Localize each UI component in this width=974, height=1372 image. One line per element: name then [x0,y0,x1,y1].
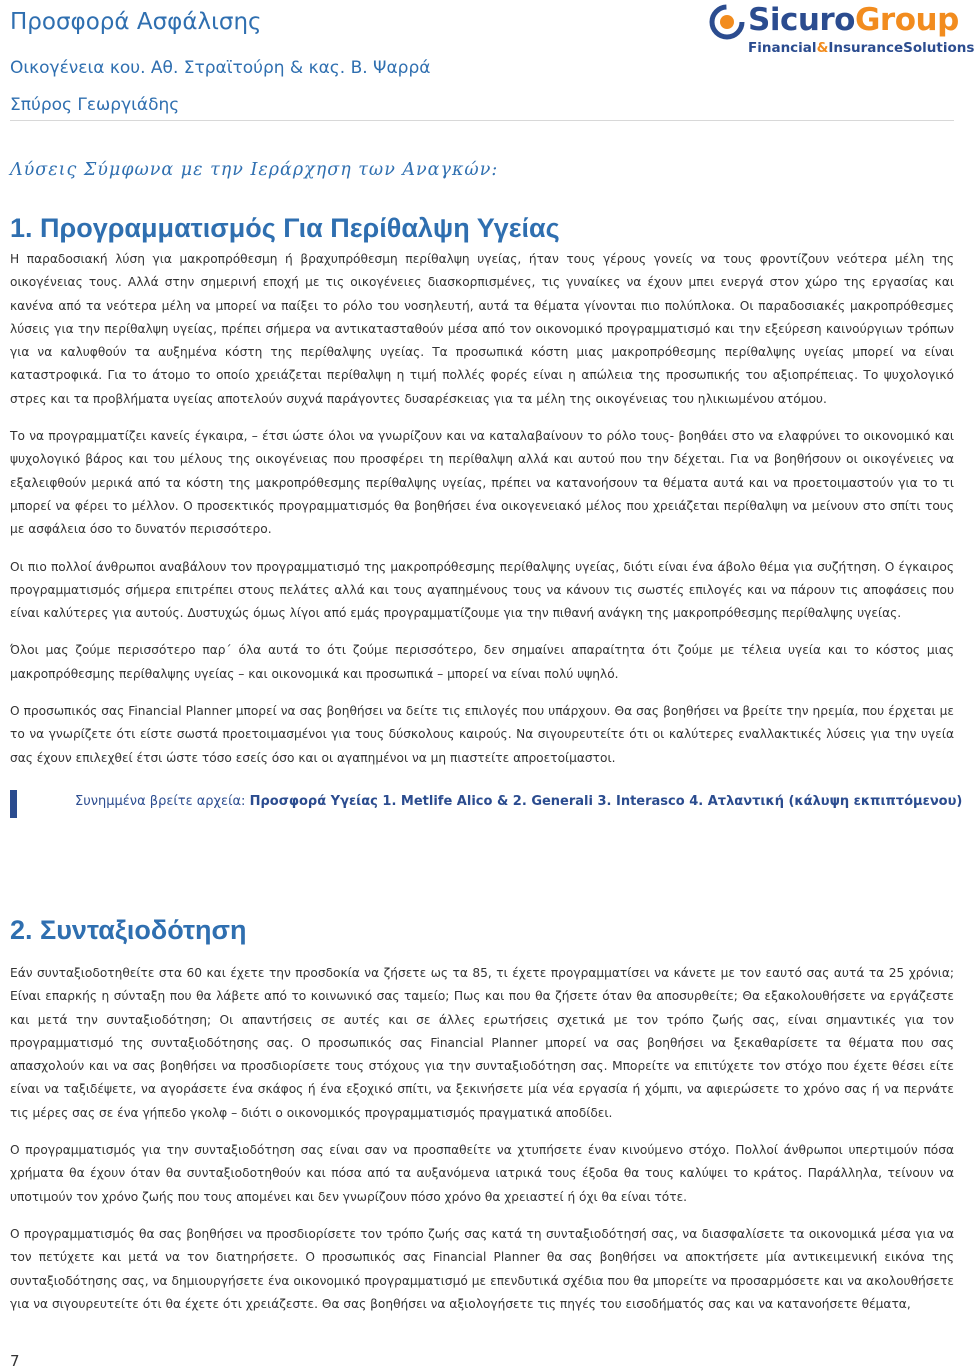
accent-bar [10,790,17,818]
paragraph: Όλοι μας ζούμε περισσότερο παρ΄ όλα αυτά το ότι ζούμε περισσότερο, δεν σημαίνει απαραίτητα ότι ζούμε με τέλεια υγεία και το κόστος μιας μακροπρόθεσμης περίθαλψης υγείας – και οικονομικά και προσωπικά – μπορεί να είναι πολύ υψηλό. [10,643,954,681]
advisor-name: Σπύρος Γεωργιάδης [10,95,180,115]
section-subtitle: Λύσεις Σύμφωνα με την Ιεράρχηση των Αναγκών: [10,160,499,180]
page [10,0,974,1311]
section-retirement [10,910,954,1316]
paragraph: Εάν συνταξιοδοτηθείτε στα 60 και έχετε την προσδοκία να ζήσετε ως τα 85, τι έχετε προγραμματίσει να κάνετε με τον εαυτό σας αυτά τα 25 χρόνια; Είναι επαρκής η σύνταξη που θα λάβετε από το κοινωνικό σας ταμείο; Πως και που θα ζήσετε όταν θα αποσυρθείτε; Θα εξακολουθήσετε να εργάζεστε και μετά την συνταξιοδότηση; Οι απαντήσεις σε αυτές και σε άλλες ερωτήσεις σχετικά με τον τρόπο ζωής σας, είναι σημαντικές για τον προγραμματισμό της συνταξιοδότησης σας. Ο προσωπικός σας Financial Planner μπορεί να σας βοηθήσει να ξεκαθαρίσετε τα θέματα που σας απασχολούν και να σας βοηθήσει να προσδιορίσετε τους στόχους για την συνταξιοδότηση σας. Μπορείτε να επιτύχετε τον στόχο που έχετε θέσει είτε είναι να ταξιδέψετε, να αγοράσετε ένα σκάφος ή ένα εξοχικό σπίτι, να ξεκινήσετε μία νέα εργασία ή χόμπι, να αφιερώσετε το χρόνο σας ή να περνάτε τις μέρες σας σε ένα γήπεδο γκολφ – διότι ο οικονομικός προγραμματισμός πραγματικά αποδίδει. [10,966,954,1120]
attachments-text: Συνημμένα βρείτε αρχεία: Προσφορά Υγείας 1. Metlife Alico & 2. Generali 3. Interasco 4. Ατλαντική (κάλυψη εκπιπτόμενου) [75,793,963,809]
logo-mark-icon [710,5,744,39]
section-title-health: 1. Προγραμματισμός Για Περίθαλψη Υγείας [10,213,560,243]
document-title: Προσφορά Ασφάλισης [10,9,262,35]
section-health [10,208,963,818]
paragraph: Το να προγραμματίζει κανείς έγκαιρα, – έτσι ώστε όλοι να γνωρίζουν και να καταλαβαίνουν το ρόλο τους- βοηθάει στο να ελαφρύνει το οικονομικό και ψυχολογικό βάρος και του μέλους της οικογένειας που προσφέρει τη περίθαλψη αλλά και αυτού που την δέχεται. Για να βοηθήσουν οι οικογένειες να εξαλειφθούν μερικά από τα κόστη της μακροπρόθεσμης περίθαλψης υγείας, πρέπει να κατανοήσουν τα θέματα αυτά και να προετοιμαστούν για το τι μπορεί να φέρει το μέλλον. Ο προσεκτικός προγραμματισμός θα βοηθήσει ένα οικογενειακό μέλος που χρειάζεται περίθαλψη να μείνουν στο σπίτι τους με ασφάλεια όσο το δυνατόν περισσότερο. [10,429,954,537]
section-title-retirement: 2. Συνταξιοδότηση [10,915,247,945]
client-family: Οικογένεια κου. Αθ. Στραϊτούρη & κας. Β. Ψαρρά [10,58,431,78]
page-number: 7 [10,1352,20,1370]
logo-tagline: Financial&InsuranceSolutions [748,40,974,56]
paragraph: Ο προσωπικός σας Financial Planner μπορεί να σας βοηθήσει να δείτε τις επιλογές που υπάρχουν. Θα σας βοηθήσει να βρείτε την ηρεμία, που έρχεται με το να γνωρίζετε ότι είστε σωστά προετοιμασμένοι για τους δύσκολους καιρούς. Να σιγουρευτείτε ότι οι καλύτερες εναλλακτικές λύσεις για την υγεία σας έχουν επιλεχθεί έτσι ώστε τόσο εσείς όσο και οι αγαπημένοι να μη πιαστείτε απροετοίμαστοι. [10,704,954,765]
paragraph: Οι πιο πολλοί άνθρωποι αναβάλουν τον προγραμματισμό της μακροπρόθεσμης περίθαλψης υγείας, διότι είναι ένα άβολο θέμα για συζήτηση. Ο έγκαιρος προγραμματισμός σήμερα επιτρέπει στους πελάτες αλλά και τους αγαπημένους τους να κάνουν τις σωστές επιλογές και να πάρουν τις αποφάσεις που είναι καλύτερες για αυτούς. Δυστυχώς όμως λίγοι από εμάς προγραμματίζουμε για την πιθανή ανάγκη της μακροπρόθεσμης περίθαλψης υγείας. [10,559,954,621]
attachments-note [10,790,963,818]
paragraph: Ο προγραμματισμός θα σας βοηθήσει να προσδιορίσετε τον τρόπο ζωής σας κατά τη συνταξιοδότησή σας, να διασφαλίσετε τα οικονομικά μέσα για να τον πετύχετε και μετά να τον διατηρήσετε. Ο προσωπικός σας Financial Planner θα σας βοηθήσει να αποκτήσετε μία αντικειμενική εικόνα της συνταξιοδότησης σας, να δημιουργήσετε ένα οικονομικό προγραμματισμό με επενδυτικά σχέδια που θα μπορείτε να προσαρμόσετε και να ακολουθήσετε για να σιγουρευτείτε ότι θα έχετε ότι χρειάζεστε. Θα σας βοηθήσει να αξιολογήσετε τις πηγές του εισοδήματός σας και να κατανοήσετε θέματα, [10,1226,954,1311]
logo-name: SicuroGroup [748,2,959,38]
header [10,0,974,121]
company-logo [710,2,974,60]
paragraph: Ο προγραμματισμός για την συνταξιοδότηση σας είναι σαν να προσπαθείτε να χτυπήσετε έναν κινούμενο στόχο. Πολλοί άνθρωποι υπερτιμούν πόσα χρήματα θα έχουν όταν θα συνταξιοδοτηθούν και πόσα από τα αυξανόμενα ιατρικά τους έξοδα θα τους καλύψει το κράτος. Παράλληλα, τείνουν να υποτιμούν τον χρόνο ζωής που τους απομένει και δεν γνωρίζουν πόσο χρόνο θα χρειαστεί ή όχι θα είναι τότε. [10,1143,954,1204]
paragraph: Η παραδοσιακή λύση για μακροπρόθεσμη ή βραχυπρόθεσμη περίθαλψη υγείας, ήταν τους γέρους γονείς να τους φροντίζουν νεότερα μέλη της οικογένειας τους. Αλλά στην σημερινή εποχή με τις οικογένειες διασκορπισμένες, τις γυναίκες να έχουν μπει ενεργά στον χώρο της εργασίας και κανένα από τα νεότερα μέλη να μπορεί να παίξει το ρόλο του νοσηλευτή, αυτά τα θέματα γίνονται πιο πολύπλοκα. Οι παραδοσιακές μακροπρόθεσμες λύσεις για την περίθαλψη υγείας, πρέπει σήμερα να αντικατασταθούν μέσα από τον οικονομικό προγραμματισμό και την εξεύρεση καινούργιων τρόπων για να καλυφθούν τα αυξημένα κόστη της περίθαλψης υγείας. Τα προσωπικά κόστη μιας μακροπρόθεσμης περίθαλψης υγείας μπορεί να είναι καταστροφικά. Για το άτομο το οποίο χρειάζεται περίθαλψη η τιμή πολλές φορές είναι η απώλεια της προσωπικής του αξιοπρέπειας. Το ψυχολογικό στρες και τα προβλήματα υγείας αποτελούν συχνά παράγοντες δυσαρέσκειας για τα μέλη της οικογένειας του ηλικιωμένου ατόμου. [10,252,954,406]
